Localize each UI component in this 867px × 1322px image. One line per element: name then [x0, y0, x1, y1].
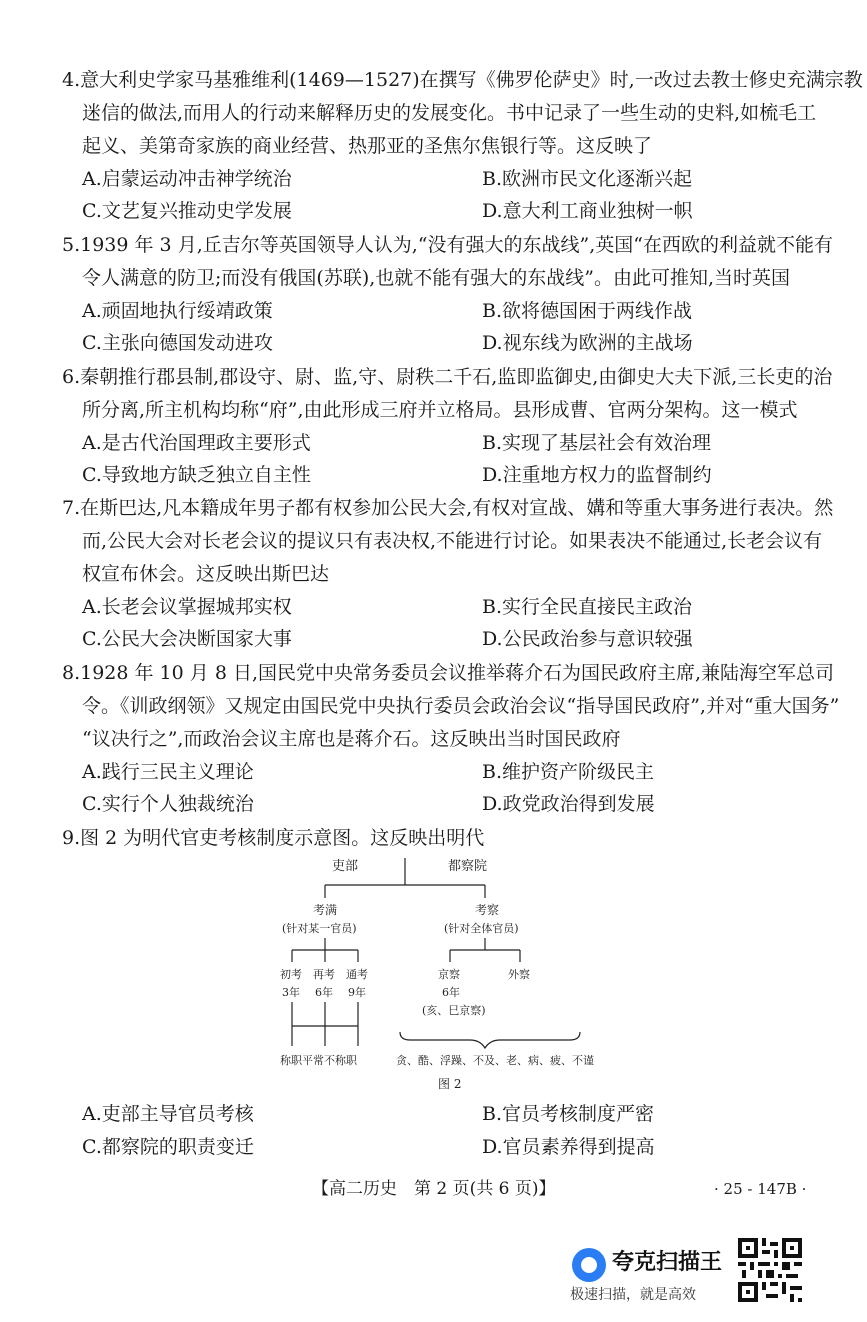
diagram-kaocha-scope: (针对全体官员): [444, 922, 519, 935]
diagram-waicha: 外察: [508, 968, 530, 981]
question-9-option-c: C.都察院的职责变迁: [82, 1136, 254, 1158]
question-5-option-b: B.欲将德国困于两线作战: [482, 300, 693, 322]
question-8-line-1: 8.1928 年 10 月 8 日,国民党中央常务委员会议推举蒋介石为国民政府主席,兼陆海空军总司: [62, 662, 835, 684]
question-8-line-2: 令。《训政纲领》又规定由国民党中央执行委员会政治会议“指导国民政府”,并对“重大国务”: [82, 695, 840, 717]
question-6-option-a: A.是古代治国理政主要形式: [82, 432, 311, 454]
question-6-option-d: D.注重地方权力的监督制约: [482, 464, 712, 486]
brand-name: 夸克扫描王: [612, 1250, 723, 1275]
diagram-tongkao-years: 9年: [348, 986, 366, 999]
question-8-option-c: C.实行个人独裁统治: [82, 793, 254, 815]
question-9-option-b: B.官员考核制度严密: [482, 1103, 655, 1125]
question-5-option-a: A.顽固地执行绥靖政策: [82, 300, 273, 322]
question-7-line-3: 权宣布休会。这反映出斯巴达: [82, 563, 330, 585]
diagram-label-duchayuan: 都察院: [448, 859, 488, 874]
qr-code-icon: [738, 1238, 802, 1302]
question-4-option-c: C.文艺复兴推动史学发展: [82, 200, 292, 222]
page-footer: 【高二历史 第 2 页(共 6 页)】: [312, 1179, 556, 1199]
question-7-option-c: C.公民大会决断国家大事: [82, 628, 292, 650]
diagram-caption: 图 2: [438, 1077, 462, 1091]
scanner-brand: [568, 1238, 738, 1308]
question-7-line-2: 而,公民大会对长老会议的提议只有表决权,不能进行讨论。如果表决不能通过,长老会议有: [82, 530, 823, 552]
question-7-line-1: 7.在斯巴达,凡本籍成年男子都有权参加公民大会,有权对宣战、媾和等重大事务进行表决。然: [62, 497, 834, 519]
diagram-chukao: 初考: [280, 968, 302, 981]
diagram-jingcha-years: 6年: [442, 986, 460, 999]
figure-2-diagram: [270, 850, 650, 1095]
question-6-line-2: 所分离,所主机构均称“府”,由此形成三府并立格局。县形成曹、官两分架构。这一模式: [82, 399, 798, 421]
question-8-option-b: B.维护资产阶级民主: [482, 761, 655, 783]
question-8-option-a: A.践行三民主义理论: [82, 761, 254, 783]
question-4-line-2: 迷信的做法,而用人的行动来解释历史的发展变化。书中记录了一些生动的史料,如梳毛工: [82, 102, 817, 124]
diagram-result-left: 称职平常不称职: [280, 1054, 357, 1067]
diagram-kaocha: 考察: [475, 903, 500, 917]
diagram-label-libu: 吏部: [332, 859, 359, 874]
diagram-kaocha-brace: [400, 1032, 580, 1048]
question-4-option-b: B.欧洲市民文化逐渐兴起: [482, 168, 693, 190]
paper-code: · 25 - 147B ·: [714, 1180, 807, 1198]
question-7-option-b: B.实行全民直接民主政治: [482, 596, 693, 618]
diagram-tongkao: 通考: [346, 968, 368, 981]
brand-slogan: 极速扫描，就是高效: [570, 1287, 696, 1303]
question-4-line-1: 4.意大利史学家马基雅维利(1469—1527)在撰写《佛罗伦萨史》时,一改过去教士修史充满宗教: [62, 69, 863, 91]
question-8-option-d: D.政党政治得到发展: [482, 793, 655, 815]
diagram-chukao-years: 3年: [282, 986, 300, 999]
question-4-line-3: 起义、美第奇家族的商业经营、热那亚的圣焦尔焦银行等。这反映了: [82, 135, 653, 157]
question-8-line-3: “议决行之”,而政治会议主席也是蒋介石。这反映出当时国民政府: [82, 728, 621, 750]
diagram-kaoman-scope: (针对某一官员): [282, 922, 357, 935]
question-6-line-1: 6.秦朝推行郡县制,郡设守、尉、监,守、尉秩二千石,监即监御史,由御史大夫下派,三长吏的治: [62, 366, 833, 388]
question-9-option-d: D.官员素养得到提高: [482, 1136, 655, 1158]
question-9-line-1: 9.图 2 为明代官吏考核制度示意图。这反映出明代: [62, 827, 485, 849]
question-5-option-d: D.视东线为欧洲的主战场: [482, 332, 693, 354]
question-7-option-d: D.公民政治参与意识较强: [482, 628, 693, 650]
diagram-zaikao: 再考: [313, 968, 335, 981]
question-5-line-1: 5.1939 年 3 月,丘吉尔等英国领导人认为,“没有强大的东战线”,英国“在西欧的利益就不能有: [62, 234, 833, 256]
diagram-result-right: 贪、酷、浮躁、不及、老、病、疲、不谨: [396, 1054, 594, 1067]
question-5-option-c: C.主张向德国发动进攻: [82, 332, 273, 354]
question-4-option-a: A.启蒙运动冲击神学统治: [82, 168, 292, 190]
diagram-zaikao-years: 6年: [315, 986, 333, 999]
quark-logo-icon: [572, 1248, 606, 1282]
diagram-jingcha-note: (亥、巳京察): [422, 1004, 486, 1017]
diagram-kaoman: 考满: [313, 903, 338, 917]
question-5-line-2: 令人满意的防卫;而没有俄国(苏联),也就不能有强大的东战线”。由此可推知,当时英国: [82, 267, 791, 289]
question-9-option-a: A.吏部主导官员考核: [82, 1103, 254, 1125]
question-6-option-b: B.实现了基层社会有效治理: [482, 432, 712, 454]
question-4-option-d: D.意大利工商业独树一帜: [482, 200, 693, 222]
question-7-option-a: A.长老会议掌握城邦实权: [82, 596, 292, 618]
diagram-jingcha: 京察: [438, 968, 460, 981]
question-6-option-c: C.导致地方缺乏独立自主性: [82, 464, 311, 486]
